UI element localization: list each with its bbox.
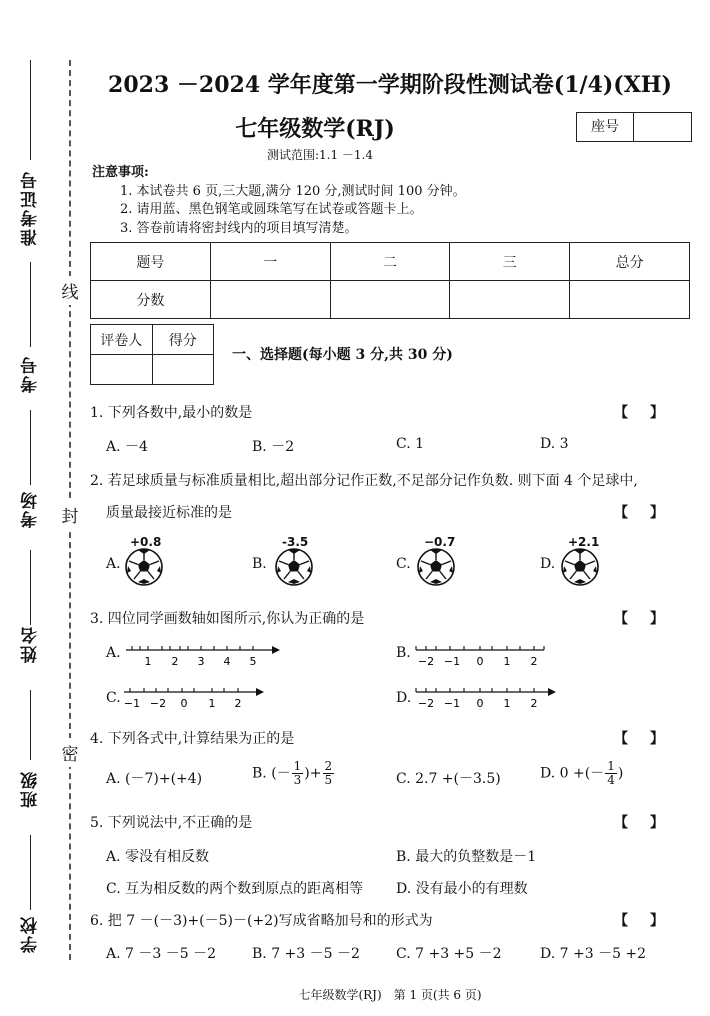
question-6-stem: 6. 把 7 －(－3)+(－5)－(+2)写成省略加号和的形式为 [90,913,433,929]
number-line-d [412,682,562,714]
fraction-denominator: 4 [607,773,615,787]
number-line-b [412,640,552,672]
binding-line-6 [30,835,31,910]
axis-b-tick: 1 [503,655,511,668]
q4-b-prefix: B. (－ [252,765,291,782]
q2-label-c: −0.7 [424,535,456,549]
soccer-ball-icon [416,547,456,587]
q2-option-c: C. [396,556,411,572]
label-class: 班级 [21,770,41,808]
table-row [91,243,690,281]
section-title: 一、选择题(每小题 3 分,共 30 分) [232,347,453,363]
score-header: 一 [210,243,330,281]
q4-d-suffix: ) [617,765,624,782]
q5-option-d: D. 没有最小的有理数 [396,881,528,897]
label-name: 姓名 [21,625,41,663]
q4-b-middle: )+ [304,765,322,782]
axis-a-tick: 2 [171,655,179,668]
grader-label: 评卷人 [91,325,153,355]
axis-c-tick: −2 [149,697,167,710]
q5-option-a: A. 零没有相反数 [106,849,210,865]
q4-option-d [540,760,623,787]
label-exam-no: 考号 [21,355,41,393]
soccer-ball-icon [274,547,314,587]
answer-bracket[interactable]: 【】 [614,815,686,831]
binding-line-2 [30,262,31,347]
answer-bracket[interactable]: 【】 [614,913,686,929]
q1-option-d: D. 3 [540,436,569,452]
number-line-a [122,640,282,672]
number-line-c [120,682,270,714]
score-cell[interactable] [450,281,570,319]
question-1-stem: 1. 下列各数中,最小的数是 [90,405,253,421]
fraction [605,760,617,787]
seat-input[interactable] [634,113,691,141]
fraction-numerator: 1 [607,759,615,773]
label-school: 学校 [21,915,41,953]
grader-score-cell[interactable] [152,355,214,385]
axis-a-tick: 3 [197,655,205,668]
score-header: 三 [450,243,570,281]
q4-option-b [252,760,335,787]
q2-label-d: +2.1 [568,535,600,549]
grader-cell[interactable] [91,355,153,385]
fraction-denominator: 3 [293,773,302,787]
axis-c-tick: 1 [208,697,216,710]
axis-d-tick: 2 [530,697,538,710]
question-5-stem: 5. 下列说法中,不正确的是 [90,815,253,831]
page-footer: 七年级数学(RJ) 第 1 页(共 6 页) [298,988,482,1002]
q6-option-a: A. 7 －3 －5 －2 [106,946,216,962]
table-row [91,355,214,385]
q4-d-prefix: D. 0 +(－ [540,765,605,782]
score-header: 题号 [91,243,211,281]
axis-c-tick: −1 [123,697,141,710]
axis-b-tick: −2 [417,655,435,668]
label-exam-room: 考场 [21,490,41,528]
binding-line-4 [30,550,31,625]
binding-line-5 [30,690,31,760]
seat-number-box [576,112,692,142]
table-row [91,281,690,319]
axis-c-tick: 0 [180,697,188,710]
note-item: 1. 本试卷共 6 页,三大题,满分 120 分,测试时间 100 分钟。 [120,183,466,199]
q4-option-c: C. 2.7 +(－3.5) [396,771,501,787]
binding-line-3 [30,410,31,485]
axis-a-tick: 5 [249,655,257,668]
fraction [292,760,304,787]
axis-c-tick: 2 [234,697,242,710]
axis-b-tick: 0 [476,655,484,668]
answer-bracket[interactable]: 【】 [614,405,686,421]
q6-option-c: C. 7 +3 +5 －2 [396,946,502,962]
axis-a-tick: 4 [223,655,231,668]
axis-d-tick: 0 [476,697,484,710]
answer-bracket[interactable]: 【】 [614,731,686,747]
axis-b-tick: 2 [530,655,538,668]
score-header: 二 [330,243,450,281]
axis-a-tick: 1 [144,655,152,668]
q5-option-c: C. 互为相反数的两个数到原点的距离相等 [106,881,364,897]
score-cell[interactable] [330,281,450,319]
q6-option-b: B. 7 +3 －5 －2 [252,946,360,962]
grader-score-label: 得分 [152,325,214,355]
q4-option-a: A. (－7)+(+4) [106,771,203,787]
score-cell[interactable] [210,281,330,319]
fraction-numerator: 2 [324,759,333,773]
notes-heading: 注意事项: [92,165,149,180]
cut-word-secret: 密 [60,738,80,767]
score-row-label: 分数 [91,281,211,319]
score-header: 总分 [570,243,690,281]
fraction-denominator: 5 [324,773,333,787]
q5-option-b: B. 最大的负整数是－1 [396,849,537,865]
label-exam-id: 准考证号 [21,170,41,246]
fraction-numerator: 1 [293,759,302,773]
answer-bracket[interactable]: 【】 [614,611,686,627]
axis-b-tick: −1 [443,655,461,668]
score-cell[interactable] [570,281,690,319]
q1-option-b: B. －2 [252,439,295,455]
q3-option-d: D. [396,690,412,706]
soccer-ball-icon [560,547,600,587]
question-2-stem-cont: 质量最接近标准的是 [106,505,232,521]
axis-d-tick: 1 [503,697,511,710]
q1-option-a: A. －4 [106,439,148,455]
cut-word-line: 线 [60,276,80,305]
q3-option-c: C. [106,690,121,706]
note-item: 3. 答卷前请将密封线内的项目填写清楚。 [120,220,358,236]
q6-option-d: D. 7 +3 －5 +2 [540,946,647,962]
notes [92,164,466,238]
soccer-ball-icon [124,547,164,587]
question-3-stem: 3. 四位同学画数轴如图所示,你认为正确的是 [90,611,365,627]
q1-option-c: C. 1 [396,436,425,452]
q3-option-a: A. [106,645,121,661]
note-item: 2. 请用蓝、黑色钢笔或圆珠笔写在试卷或答题卡上。 [120,202,423,217]
q2-option-a: A. [106,556,121,572]
table-row [91,325,214,355]
axis-d-tick: −1 [443,697,461,710]
q2-label-b: -3.5 [282,535,309,549]
seat-label: 座号 [577,113,634,141]
question-2-stem: 2. 若足球质量与标准质量相比,超出部分记作正数,不足部分记作负数. 则下面 4 个足球中, [90,473,638,489]
exam-subtitle: 七年级数学(RJ) [235,116,395,142]
q2-option-d: D. [540,556,556,572]
q3-option-b: B. [396,645,411,661]
score-table [90,242,690,319]
grader-table [90,324,214,385]
q2-label-a: +0.8 [130,535,162,549]
question-4-stem: 4. 下列各式中,计算结果为正的是 [90,731,295,747]
binding-line-1 [30,60,31,160]
cut-word-seal: 封 [60,500,80,529]
test-scope: 测试范围:1.1 －1.4 [266,148,374,162]
answer-bracket[interactable]: 【】 [614,505,686,521]
axis-d-tick: −2 [417,697,435,710]
q2-option-b: B. [252,556,267,572]
exam-title: 2023 －2024 学年度第一学期阶段性测试卷(1/4)(XH) [108,72,672,98]
fraction [323,760,335,787]
